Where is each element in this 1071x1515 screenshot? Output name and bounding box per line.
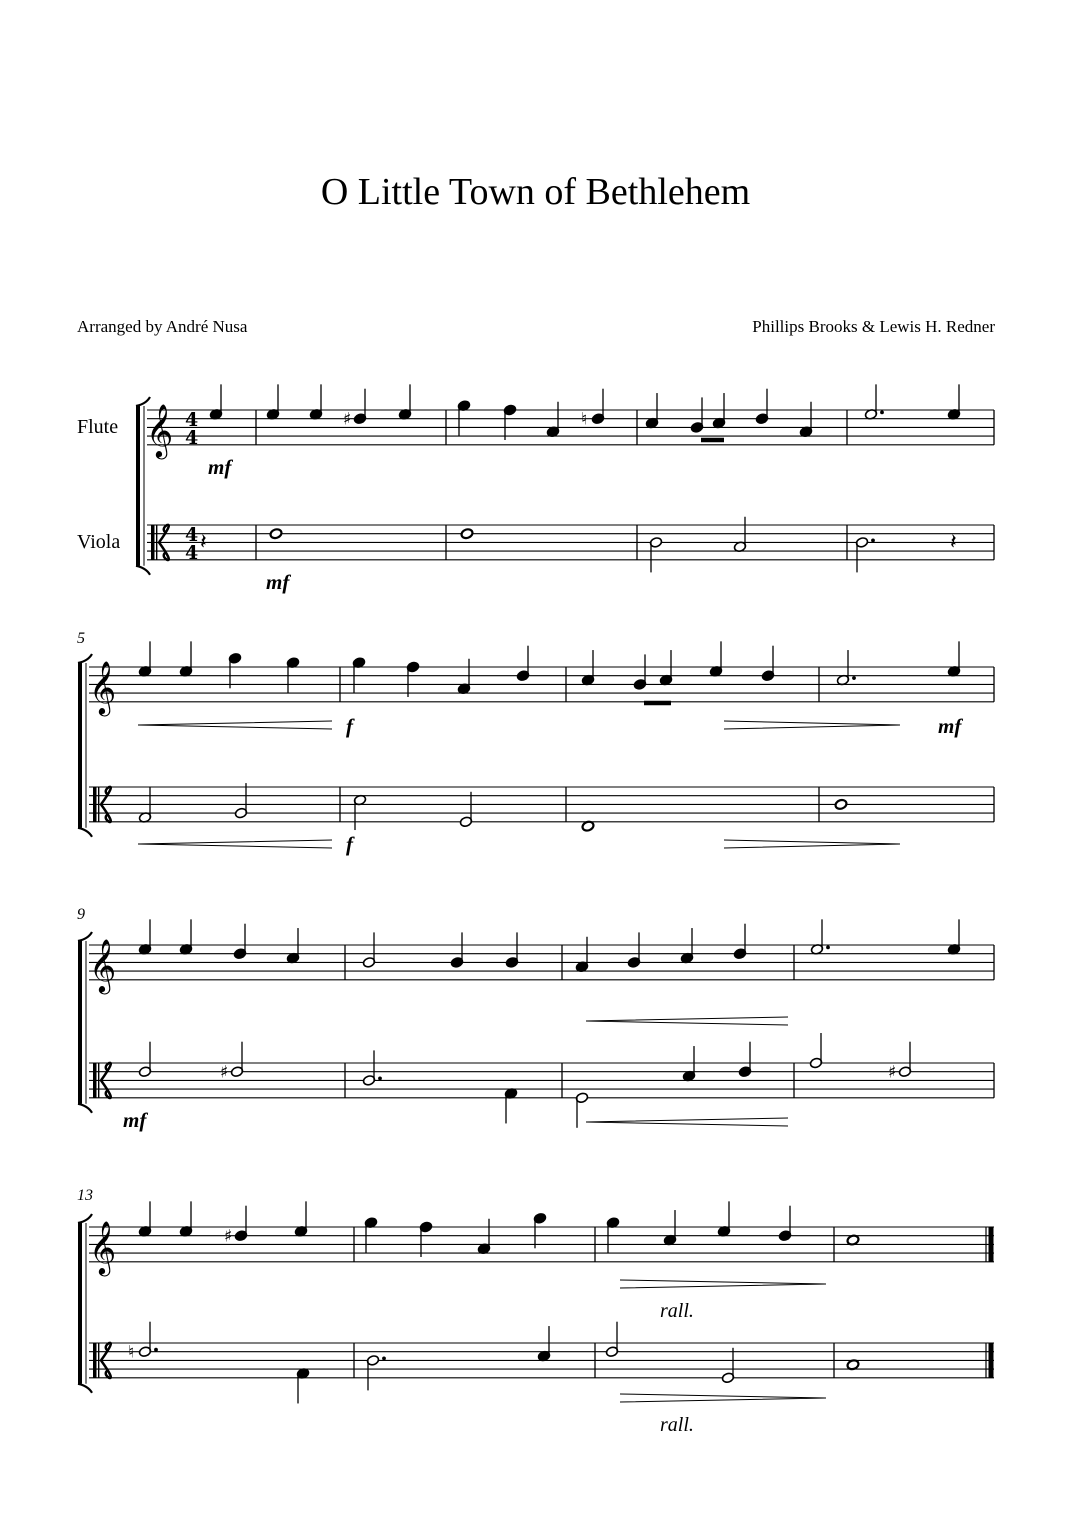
measure-number-13: 13 [77,1187,93,1204]
decrescendo-hairpin [724,721,900,729]
decrescendo-hairpin [620,1394,826,1402]
crescendo-hairpin [138,840,332,848]
sharp-icon: ♯ [343,409,352,430]
quarter-rest-icon: 𝄽 [950,530,957,555]
alto-clef-icon [93,1343,97,1378]
notehead [460,528,473,540]
system-bracket [78,828,92,837]
alto-clef-icon [98,787,99,822]
treble-clef-icon: 𝄞 [89,938,117,992]
augmentation-dot [852,676,856,680]
crescendo-hairpin [586,1118,788,1126]
alto-clef-icon [93,787,97,822]
score-title: O Little Town of Bethlehem [320,171,751,213]
quarter-rest-icon: 𝄽 [200,530,207,555]
arranger-credit: Arranged by André Nusa [77,317,248,336]
alto-clef-icon [151,525,155,560]
augmentation-dot [154,1348,158,1352]
alto-clef-icon [93,1063,97,1098]
alto-clef-icon [156,525,157,560]
dynamic-mf: mf [266,570,290,594]
augmentation-dot [880,410,884,414]
sharp-icon: ♯ [888,1062,897,1083]
viola-label: Viola [77,531,121,553]
crescendo-hairpin [138,721,332,729]
notehead [834,799,847,811]
dynamic-mf: mf [208,455,232,479]
flute-label: Flute [77,416,119,438]
augmentation-dot [871,539,875,543]
alto-clef-icon [98,1343,99,1378]
time-signature: 4 [185,409,199,431]
crescendo-hairpin [586,1017,788,1025]
treble-clef-icon: 𝄞 [89,1220,117,1274]
notehead [269,528,282,540]
natural-icon: ♮ [581,409,588,430]
rall-marking: rall. [660,1414,694,1436]
treble-clef-icon: 𝄞 [146,403,174,457]
augmentation-dot [382,1357,386,1361]
decrescendo-hairpin [724,840,900,848]
sharp-icon: ♯ [220,1062,229,1083]
alto-clef-icon [98,1063,99,1098]
augmentation-dot [826,945,830,949]
composer-credit: Phillips Brooks & Lewis H. Redner [752,317,995,336]
time-signature: 4 [185,524,199,546]
dynamic-mf: mf [123,1108,147,1132]
measure-number-5: 5 [77,630,85,647]
dynamic-mf: mf [938,714,962,738]
measure-number-9: 9 [77,906,85,923]
natural-icon: ♮ [128,1342,135,1363]
system-bracket [78,1104,92,1113]
system-bracket [78,1384,92,1393]
decrescendo-hairpin [620,1280,826,1288]
dynamic-f: f [346,714,353,738]
rall-marking: rall. [660,1300,694,1322]
time-signature: 4 [185,427,199,449]
dynamic-f: f [346,832,353,856]
treble-clef-icon: 𝄞 [89,660,117,714]
time-signature: 4 [185,542,199,564]
sharp-icon: ♯ [224,1226,233,1247]
augmentation-dot [378,1077,382,1081]
system-bracket [136,566,150,575]
